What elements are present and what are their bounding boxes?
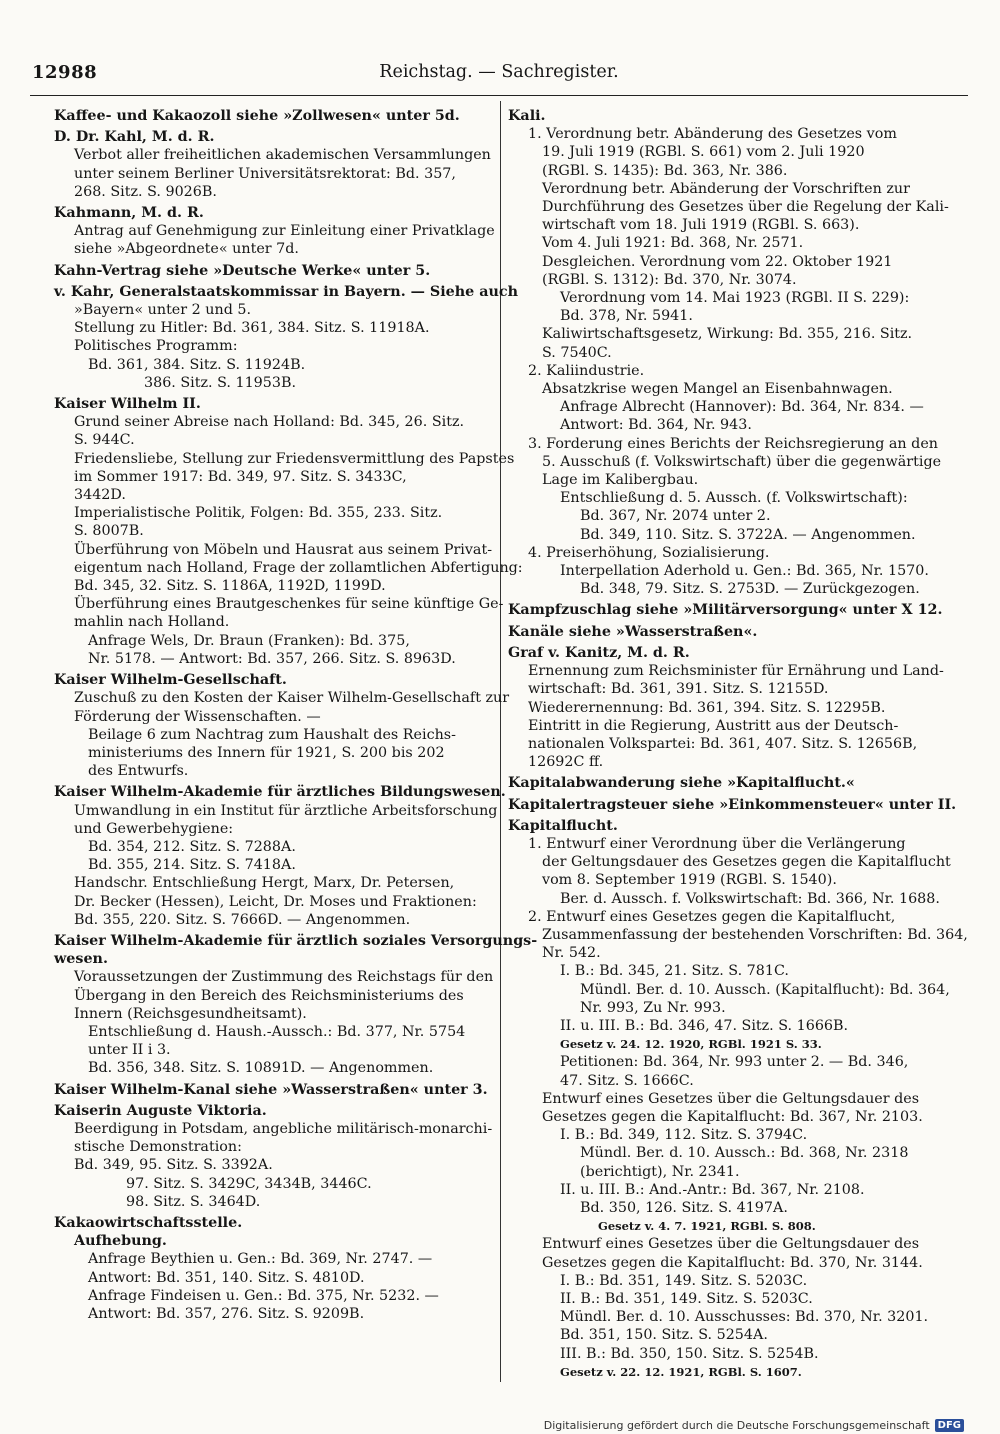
entry-line: eigentum nach Holland, Frage der zollamtlichen Abfertigung: [74,559,523,576]
entry-line: vom 8. September 1919 (RGBl. S. 1540). [542,872,837,889]
entry-heading: Kapitalflucht. [508,817,618,834]
entry-heading: Kapitalertragsteuer siehe »Einkommensteuer« unter II. [508,796,957,813]
entry-line: Gesetzes gegen die Kapitalflucht: Bd. 367, Nr. 2103. [542,1108,923,1125]
entry-line: Bd. 349, 95. Sitz. S. 3392A. [74,1157,273,1174]
entry-heading: Kaiser Wilhelm II. [54,396,201,413]
entry-line: Überführung von Möbeln und Hausrat aus seinem Privat- [74,541,493,558]
entry-line: Gesetz v. 22. 12. 1921, RGBl. S. 1607. [560,1364,802,1379]
entry-line: Bd. 350, 126. Sitz. S. 4197A. [580,1199,788,1216]
entry-line: 268. Sitz. S. 9026B. [74,183,217,200]
entry-line: II. u. III. B.: Bd. 346, 47. Sitz. S. 1666B. [560,1017,849,1034]
entry-line: 2. Entwurf eines Gesetzes gegen die Kapitalflucht, [528,908,896,925]
entry-line: 1. Verordnung betr. Abänderung des Gesetzes vom [528,126,897,143]
entry-line: Gesetz v. 24. 12. 1920, RGBl. 1921 S. 33. [560,1037,822,1052]
entry-line: Bd. 361, 384. Sitz. S. 11924B. [88,356,306,373]
entry-line: (berichtigt), Nr. 2341. [580,1163,740,1180]
entry-line: Übergang in den Bereich des Reichsministeriums des [74,987,464,1004]
entry-line: 47. Sitz. S. 1666C. [560,1072,694,1089]
entry-line: mahlin nach Holland. [74,614,230,631]
entry-heading: Kaiserin Auguste Viktoria. [54,1102,267,1119]
entry-line: Bd. 345, 32. Sitz. S. 1186A, 1192D, 1199D. [74,578,386,595]
entry-line: Anfrage Beythien u. Gen.: Bd. 369, Nr. 2747. — [88,1251,433,1268]
entry-line: Ernennung zum Reichsminister für Ernährung und Land- [528,663,944,680]
entry-line: Bd. 349, 110. Sitz. S. 3722A. — Angenommen. [580,526,916,543]
entry-line: Innern (Reichsgesundheitsamt). [74,1005,307,1022]
index-entry [508,817,968,1381]
entry-line: ministeriums des Innern für 1921, S. 200 bis 202 [88,744,445,761]
entry-heading: Kahmann, M. d. R. [54,205,204,222]
entry-line: Wiederernennung: Bd. 361, 394. Sitz. S. 12295B. [528,699,886,716]
entry-line: Beerdigung in Potsdam, angebliche militärisch-monarchi- [74,1120,493,1137]
entry-line: S. 7540C. [542,344,612,361]
entry-line: nationalen Volkspartei: Bd. 361, 407. Sitz. S. 12656B, [528,735,918,752]
index-entry [54,204,495,259]
entry-line: III. B.: Bd. 350, 150. Sitz. S. 5254B. [560,1345,819,1362]
entry-line: Aufhebung. [74,1233,167,1250]
entry-line: wirtschaft: Bd. 361, 391. Sitz. S. 12155D. [528,681,829,698]
entry-heading: Kaiser Wilhelm-Gesellschaft. [54,672,287,689]
entry-line: der Geltungsdauer des Gesetzes gegen die Kapitalflucht [542,854,951,871]
entry-line: Voraussetzungen der Zustimmung des Reichstags für den [74,969,494,986]
entry-heading: Graf v. Kanitz, M. d. R. [508,644,690,661]
entry-heading: Kampfzuschlag siehe »Militärversorgung« unter X 12. [508,602,943,619]
entry-line: 386. Sitz. S. 11953B. [144,374,297,391]
index-entry [54,262,488,280]
entry-line: Stellung zu Hitler: Bd. 361, 384. Sitz. S. 11918A. [74,320,430,337]
entry-line: Mündl. Ber. d. 10. Aussch.: Bd. 368, Nr. 2318 [580,1145,909,1162]
entry-line: Antwort: Bd. 357, 276. Sitz. S. 9209B. [88,1306,365,1322]
entry-line: Bd. 367, Nr. 2074 unter 2. [580,508,771,525]
index-entry [508,644,944,771]
entry-line: Entschließung d. 5. Aussch. (f. Volkswirtschaft): [560,490,908,507]
entry-line: wesen. [54,951,108,968]
entry-line: Durchführung des Gesetzes über die Regelung der Kali- [542,199,949,216]
entry-line: des Entwurfs. [88,763,189,780]
entry-heading: Kakaowirtschaftsstelle. [54,1214,243,1231]
entry-line: »Bayern« unter 2 und 5. [74,302,252,319]
entry-heading: Kapitalabwanderung siehe »Kapitalflucht.« [508,775,855,792]
index-entry [54,932,538,1078]
entry-line: unter seinem Berliner Universitätsrektorat: Bd. 357, [74,165,456,182]
entry-line: Vom 4. Juli 1921: Bd. 368, Nr. 2571. [542,235,804,252]
entry-line: Anfrage Wels, Dr. Braun (Franken): Bd. 375, [88,632,410,649]
entry-line: (RGBl. S. 1312): Bd. 370, Nr. 3074. [542,271,797,288]
page-header [30,62,968,90]
index-entry [54,283,518,392]
entry-line: und Gewerbehygiene: [74,820,234,837]
entry-line: II. u. III. B.: And.-Antr.: Bd. 367, Nr. 2108. [560,1181,865,1198]
index-entry [54,1214,488,1323]
entry-line: Zuschuß zu den Kosten der Kaiser Wilhelm-Gesellschaft zur [74,690,510,707]
entry-line: Bd. 355, 214. Sitz. S. 7418A. [88,857,296,874]
entry-heading: v. Kahr, Generalstaatskommissar in Bayern. — Siehe auch [54,283,518,300]
index-entry [54,128,491,201]
header-rule [30,95,968,96]
entry-line: Politisches Programm: [74,338,238,355]
entry-line: 98. Sitz. S. 3464D. [126,1193,261,1210]
entry-line: I. B.: Bd. 351, 149. Sitz. S. 5203C. [560,1272,808,1289]
index-entry [54,671,510,780]
entry-heading: Kali. [508,108,546,124]
entry-line: Bd. 355, 220. Sitz. S. 7666D. — Angenommen. [74,911,411,928]
entry-line: Bd. 351, 150. Sitz. S. 5254A. [560,1327,768,1344]
entry-line: Friedensliebe, Stellung zur Friedensvermittlung des Papstes [74,450,515,467]
entry-line: 5. Ausschuß (f. Volkswirtschaft) über die gegenwärtige [542,453,942,470]
entry-line: Verordnung vom 14. Mai 1923 (RGBl. II S. 229): [560,290,910,307]
entry-line: 97. Sitz. S. 3429C, 3434B, 3446C. [126,1175,372,1192]
entry-line: Entschließung d. Haush.-Aussch.: Bd. 377, Nr. 5754 [88,1023,466,1040]
entry-line: I. B.: Bd. 345, 21. Sitz. S. 781C. [560,963,789,980]
entry-line: Mündl. Ber. d. 10. Ausschusses: Bd. 370, Nr. 3201. [560,1309,929,1326]
entry-line: S. 8007B. [74,523,144,540]
entry-line: Lage im Kalibergbau. [542,472,699,489]
entry-line: Entwurf eines Gesetzes über die Geltungsdauer des [542,1090,920,1107]
entry-line: Antwort: Bd. 364, Nr. 943. [560,417,752,434]
entry-line: 3. Forderung eines Berichts der Reichsregierung an den [528,435,938,452]
entry-heading: D. Dr. Kahl, M. d. R. [54,129,215,146]
entry-line: II. B.: Bd. 351, 149. Sitz. S. 5203C. [560,1291,813,1307]
index-entry [54,107,488,125]
entry-line: Nr. 542. [542,945,601,962]
entry-line: 19. Juli 1919 (RGBl. S. 661) vom 2. Juli 1920 [542,144,865,161]
entry-line: wirtschaft vom 18. Juli 1919 (RGBl. S. 663). [542,217,860,234]
dfg-logo: DFG [935,1419,964,1432]
entry-line: S. 944C. [74,432,135,449]
index-entry [54,1081,488,1099]
entry-line: Gesetz v. 4. 7. 1921, RGBl. S. 808. [598,1219,816,1234]
entry-line: Nr. 993, Zu Nr. 993. [580,999,726,1016]
entry-line: 12692C ff. [528,754,604,771]
entry-line: Bd. 348, 79. Sitz. S. 2753D. — Zurückgezogen. [580,581,920,598]
entry-line: Kaliwirtschaftsgesetz, Wirkung: Bd. 355, 216. Sitz. [542,326,913,343]
entry-line: Dr. Becker (Hessen), Leicht, Dr. Moses und Fraktionen: [74,893,477,910]
entry-line: Handschr. Entschließung Hergt, Marx, Dr. Petersen, [74,875,455,892]
entry-line: Beilage 6 zum Nachtrag zum Haushalt des Reichs- [88,726,456,743]
entry-line: 1. Entwurf einer Verordnung über die Verlängerung [528,835,906,852]
entry-line: I. B.: Bd. 349, 112. Sitz. S. 3794C. [560,1127,808,1144]
entry-line: 3442D. [74,487,126,504]
index-entry [508,107,949,598]
entry-line: Antwort: Bd. 351, 140. Sitz. S. 4810D. [88,1269,365,1286]
entry-line: Gesetzes gegen die Kapitalflucht: Bd. 370, Nr. 3144. [542,1254,923,1271]
index-entry [508,601,943,619]
entry-heading: Kahn-Vertrag siehe »Deutsche Werke« unter 5. [54,262,431,279]
entry-line: Bd. 354, 212. Sitz. S. 7288A. [88,838,296,855]
index-entry [54,783,506,929]
entry-line: Umwandlung in ein Institut für ärztliche Arbeitsforschung [74,802,498,819]
entry-line: Petitionen: Bd. 364, Nr. 993 unter 2. — Bd. 346, [560,1054,909,1071]
page-number: 12988 [32,62,98,83]
entry-line: siehe »Abgeordnete« unter 7d. [74,241,299,258]
entry-line: Imperialistische Politik, Folgen: Bd. 355, 233. Sitz. [74,505,443,522]
entry-line: Absatzkrise wegen Mangel an Eisenbahnwagen. [542,381,893,398]
credit-text: Digitalisierung gefördert durch die Deutsche Forschungsgemeinschaft [543,1419,930,1432]
entry-line: Überführung eines Brautgeschenkes für seine künftige Ge- [74,596,504,613]
entry-line: Ber. d. Aussch. f. Volkswirtschaft: Bd. 366, Nr. 1688. [560,890,940,907]
entry-heading: Kaiser Wilhelm-Akademie für ärztlich soziales Versorgungs- [54,932,538,949]
entry-line: Anfrage Findeisen u. Gen.: Bd. 375, Nr. 5232. — [88,1287,439,1304]
entry-heading: Kaffee- und Kakaozoll siehe »Zollwesen« unter 5d. [54,108,460,124]
entry-line: Mündl. Ber. d. 10. Aussch. (Kapitalflucht): Bd. 364, [580,981,950,998]
entry-line: Verordnung betr. Abänderung der Vorschriften zur [542,180,910,197]
entry-line: Interpellation Aderhold u. Gen.: Bd. 365, Nr. 1570. [560,563,929,580]
entry-heading: Kanäle siehe »Wasserstraßen«. [508,623,758,640]
entry-line: Entwurf eines Gesetzes über die Geltungsdauer des [542,1236,920,1253]
entry-line: unter II i 3. [88,1042,171,1059]
entry-line: stische Demonstration: [74,1139,242,1156]
entry-line: Anfrage Albrecht (Hannover): Bd. 364, Nr. 834. — [560,399,924,416]
entry-line: im Sommer 1917: Bd. 349, 97. Sitz. S. 3433C, [74,468,407,485]
entry-line: Förderung der Wissenschaften. — [74,708,321,725]
entry-line: Desgleichen. Verordnung vom 22. Oktober 1921 [542,253,893,270]
entry-heading: Kaiser Wilhelm-Akademie für ärztliches Bildungswesen. [54,784,506,801]
index-entry [54,395,523,668]
entry-line: 2. Kaliindustrie. [528,362,645,379]
entry-line: Zusammenfassung der bestehenden Vorschriften: Bd. 364, [542,926,968,943]
running-title: Reichstag. — Sachregister. [379,62,619,82]
entry-line: 4. Preiserhöhung, Sozialisierung. [528,544,770,561]
entry-line: Bd. 356, 348. Sitz. S. 10891D. — Angenommen. [88,1060,434,1077]
entry-line: Nr. 5178. — Antwort: Bd. 357, 266. Sitz. S. 8963D. [88,650,456,667]
right-column [508,107,968,1384]
entry-line: Verbot aller freiheitlichen akademischen Versammlungen [74,147,491,164]
entry-line: Bd. 378, Nr. 5941. [560,308,693,325]
entry-line: (RGBl. S. 1435): Bd. 363, Nr. 386. [542,162,788,179]
entry-line: Grund seiner Abreise nach Holland: Bd. 345, 26. Sitz. [74,414,465,431]
index-entry [508,796,957,814]
index-entry [54,1102,493,1211]
index-entry [508,623,938,641]
entry-line: Eintritt in die Regierung, Austritt aus der Deutsch- [528,717,899,734]
index-entry [508,774,938,792]
entry-heading: Kaiser Wilhelm-Kanal siehe »Wasserstraßen« unter 3. [54,1081,488,1098]
entry-line: Antrag auf Genehmigung zur Einleitung einer Privatklage [74,223,495,240]
digitization-credit [544,1419,964,1432]
